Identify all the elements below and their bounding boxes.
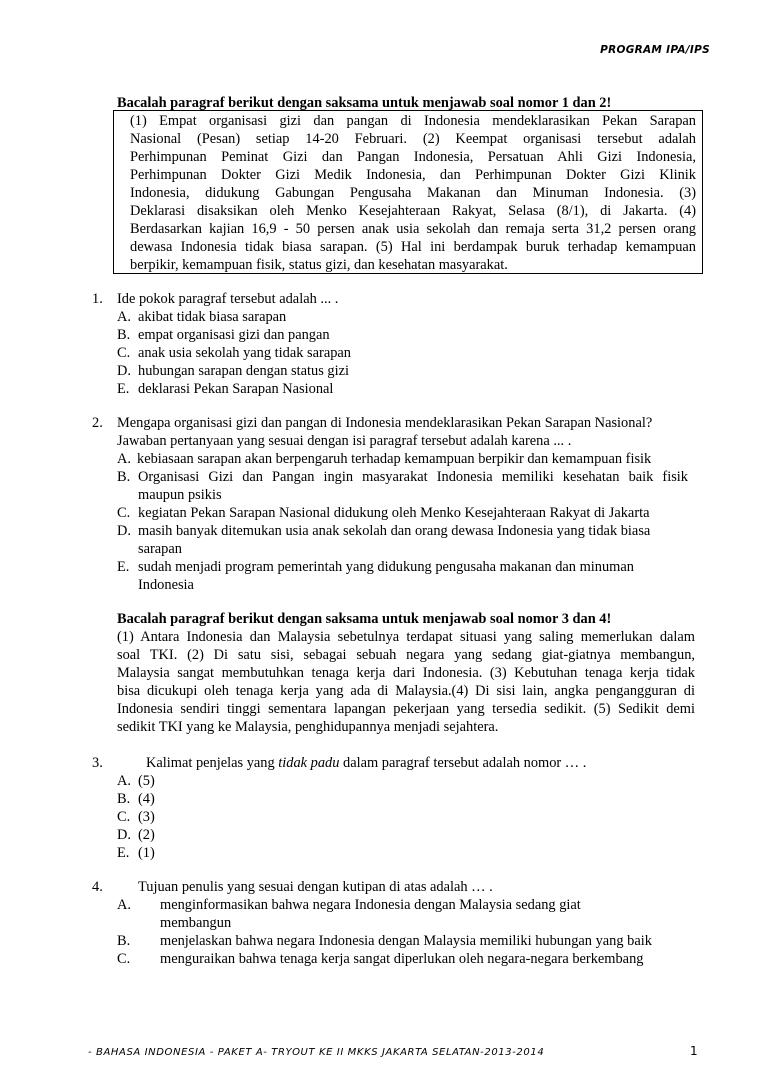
option-letter: A. <box>117 309 131 325</box>
option-text: Organisasi Gizi dan Pangan ingin masyarakat Indonesia memiliki kesehatan baik fisik <box>138 469 688 485</box>
option-text: kegiatan Pekan Sarapan Nasional didukung oleh Menko Kesejahteraan Rakyat di Jakarta <box>138 505 650 521</box>
passage-2-line: soal TKI. (2) Di satu sisi, sebagai sebuah negara yang sedang giat-giatnya membangun, <box>117 647 695 663</box>
question-text-part: Kalimat penjelas yang <box>146 755 279 771</box>
option-letter: C. <box>117 951 131 967</box>
option-letter: E. <box>117 845 130 861</box>
option-letter: A. <box>117 897 131 913</box>
option-text: maupun psikis <box>138 487 222 503</box>
option-letter: B. <box>117 933 131 949</box>
option-letter: B. <box>117 327 131 343</box>
option-text: akibat tidak biasa sarapan <box>138 309 287 325</box>
option-letter: E. <box>117 381 130 397</box>
option-text: menginformasikan bahwa negara Indonesia dengan Malaysia sedang giat <box>160 897 581 913</box>
instruction-1: Bacalah paragraf berikut dengan saksama untuk menjawab soal nomor 1 dan 2! <box>117 95 612 111</box>
option-letter: B. <box>117 791 131 807</box>
passage-1-line: Berdasarkan kajian 16,9 - 50 persen anak usia sekolah dan remaja serta 31,2 persen orang <box>130 221 696 237</box>
option-letter: A. <box>117 451 131 467</box>
passage-1-line: Perhimpunan Peminat Gizi dan Pangan Indonesia, Persatuan Ahli Gizi Indonesia, <box>130 149 696 165</box>
option-letter: C. <box>117 505 131 521</box>
option-text: deklarasi Pekan Sarapan Nasional <box>138 381 334 397</box>
option-text: menjelaskan bahwa negara Indonesia dengan Malaysia memiliki hubungan yang baik <box>160 933 652 949</box>
passage-2-line: (1) Antara Indonesia dan Malaysia sebetulnya terdapat situasi yang saling memerlukan dalam <box>117 629 695 645</box>
question-text: Ide pokok paragraf tersebut adalah ... . <box>117 291 339 307</box>
option-text: hubungan sarapan dengan status gizi <box>138 363 350 379</box>
question-text: Jawaban pertanyaan yang sesuai dengan isi paragraf tersebut adalah karena ... . <box>117 433 572 449</box>
question-text: Tujuan penulis yang sesuai dengan kutipan di atas adalah … . <box>138 879 493 895</box>
passage-2-line: Indonesia sendiri tinggi sementara lapangan pekerjaan yang tersedia sedikit. (5) Sedikit demi <box>117 701 695 717</box>
question-number: 2. <box>92 415 103 431</box>
passage-1-line: dewasa Indonesia tidak biasa sarapan. (5) Hal ini berdampak buruk terhadap kemampuan <box>130 239 696 255</box>
option-text: (1) <box>138 845 155 861</box>
question-number: 3. <box>92 755 103 771</box>
passage-1-line: Indonesia, didukung Gabungan Pengusaha Makanan dan Minuman Indonesia. (3) <box>130 185 696 201</box>
question-number: 1. <box>92 291 103 307</box>
option-letter: D. <box>117 827 131 843</box>
option-letter: B. <box>117 469 131 485</box>
option-letter: E. <box>117 559 130 575</box>
page-number: 1 <box>690 1044 698 1058</box>
question-text-part: dalam paragraf tersebut adalah nomor … . <box>339 755 587 771</box>
passage-1-line: berpikir, kemampuan fisik, status gizi, dan kesehatan masyarakat. <box>130 257 508 273</box>
option-letter: C. <box>117 809 131 825</box>
option-text: (2) <box>138 827 155 843</box>
question-number: 4. <box>92 879 103 895</box>
question-text <box>146 754 586 773</box>
program-header: PROGRAM IPA/IPS <box>600 44 710 56</box>
option-text: (3) <box>138 809 155 825</box>
option-text: menguraikan bahwa tenaga kerja sangat diperlukan oleh negara-negara berkembang <box>160 951 644 967</box>
option-text: (4) <box>138 791 155 807</box>
option-text: kebiasaan sarapan akan berpengaruh terhadap kemampuan berpikir dan kemampuan fisik <box>137 451 652 467</box>
option-text: membangun <box>160 915 232 931</box>
option-letter: A. <box>117 773 131 789</box>
page-footer: - BAHASA INDONESIA - PAKET A- TRYOUT KE II MKKS JAKARTA SELATAN-2013-2014 <box>88 1047 545 1058</box>
passage-1-line: (1) Empat organisasi gizi dan pangan di Indonesia mendeklarasikan Pekan Sarapan <box>130 113 696 129</box>
question-emphasis: tidak padu <box>278 755 340 771</box>
option-letter: C. <box>117 345 131 361</box>
passage-2-line: bisa dicukupi oleh tenaga kerja yang ada di Malaysia.(4) Di sisi lain, angka pengangguran di <box>117 683 695 699</box>
passage-1-line: Perhimpunan Dokter Gizi Medik Indonesia, dan Perhimpunan Dokter Gizi Klinik <box>130 167 696 183</box>
instruction-2: Bacalah paragraf berikut dengan saksama untuk menjawab soal nomor 3 dan 4! <box>117 611 612 627</box>
question-text: Mengapa organisasi gizi dan pangan di Indonesia mendeklarasikan Pekan Sarapan Nasional? <box>117 415 653 431</box>
passage-1-line: Deklarasi disaksikan oleh Menko Kesejahteraan Rakyat, Selasa (8/1), di Jakarta. (4) <box>130 203 696 219</box>
option-text: empat organisasi gizi dan pangan <box>138 327 330 343</box>
option-text: (5) <box>138 773 155 789</box>
passage-1-line: Nasional (Pesan) setiap 14-20 Februari. (2) Keempat organisasi tersebut adalah <box>130 131 696 147</box>
passage-2-line: sedikit TKI yang ke Malaysia, penghidupannya menjadi sejahtera. <box>117 719 499 735</box>
option-text: sudah menjadi program pemerintah yang didukung pengusaha makanan dan minuman <box>138 559 634 575</box>
option-text: Indonesia <box>138 577 194 593</box>
option-text: sarapan <box>138 541 182 557</box>
option-text: anak usia sekolah yang tidak sarapan <box>138 345 351 361</box>
option-letter: D. <box>117 523 131 539</box>
option-text: masih banyak ditemukan usia anak sekolah dan orang dewasa Indonesia yang tidak biasa <box>138 523 651 539</box>
passage-2-line: Malaysia sangat membutuhkan tenaga kerja dari Indonesia. (3) Kebutuhan tenaga kerja tidak <box>117 665 695 681</box>
option-letter: D. <box>117 363 131 379</box>
